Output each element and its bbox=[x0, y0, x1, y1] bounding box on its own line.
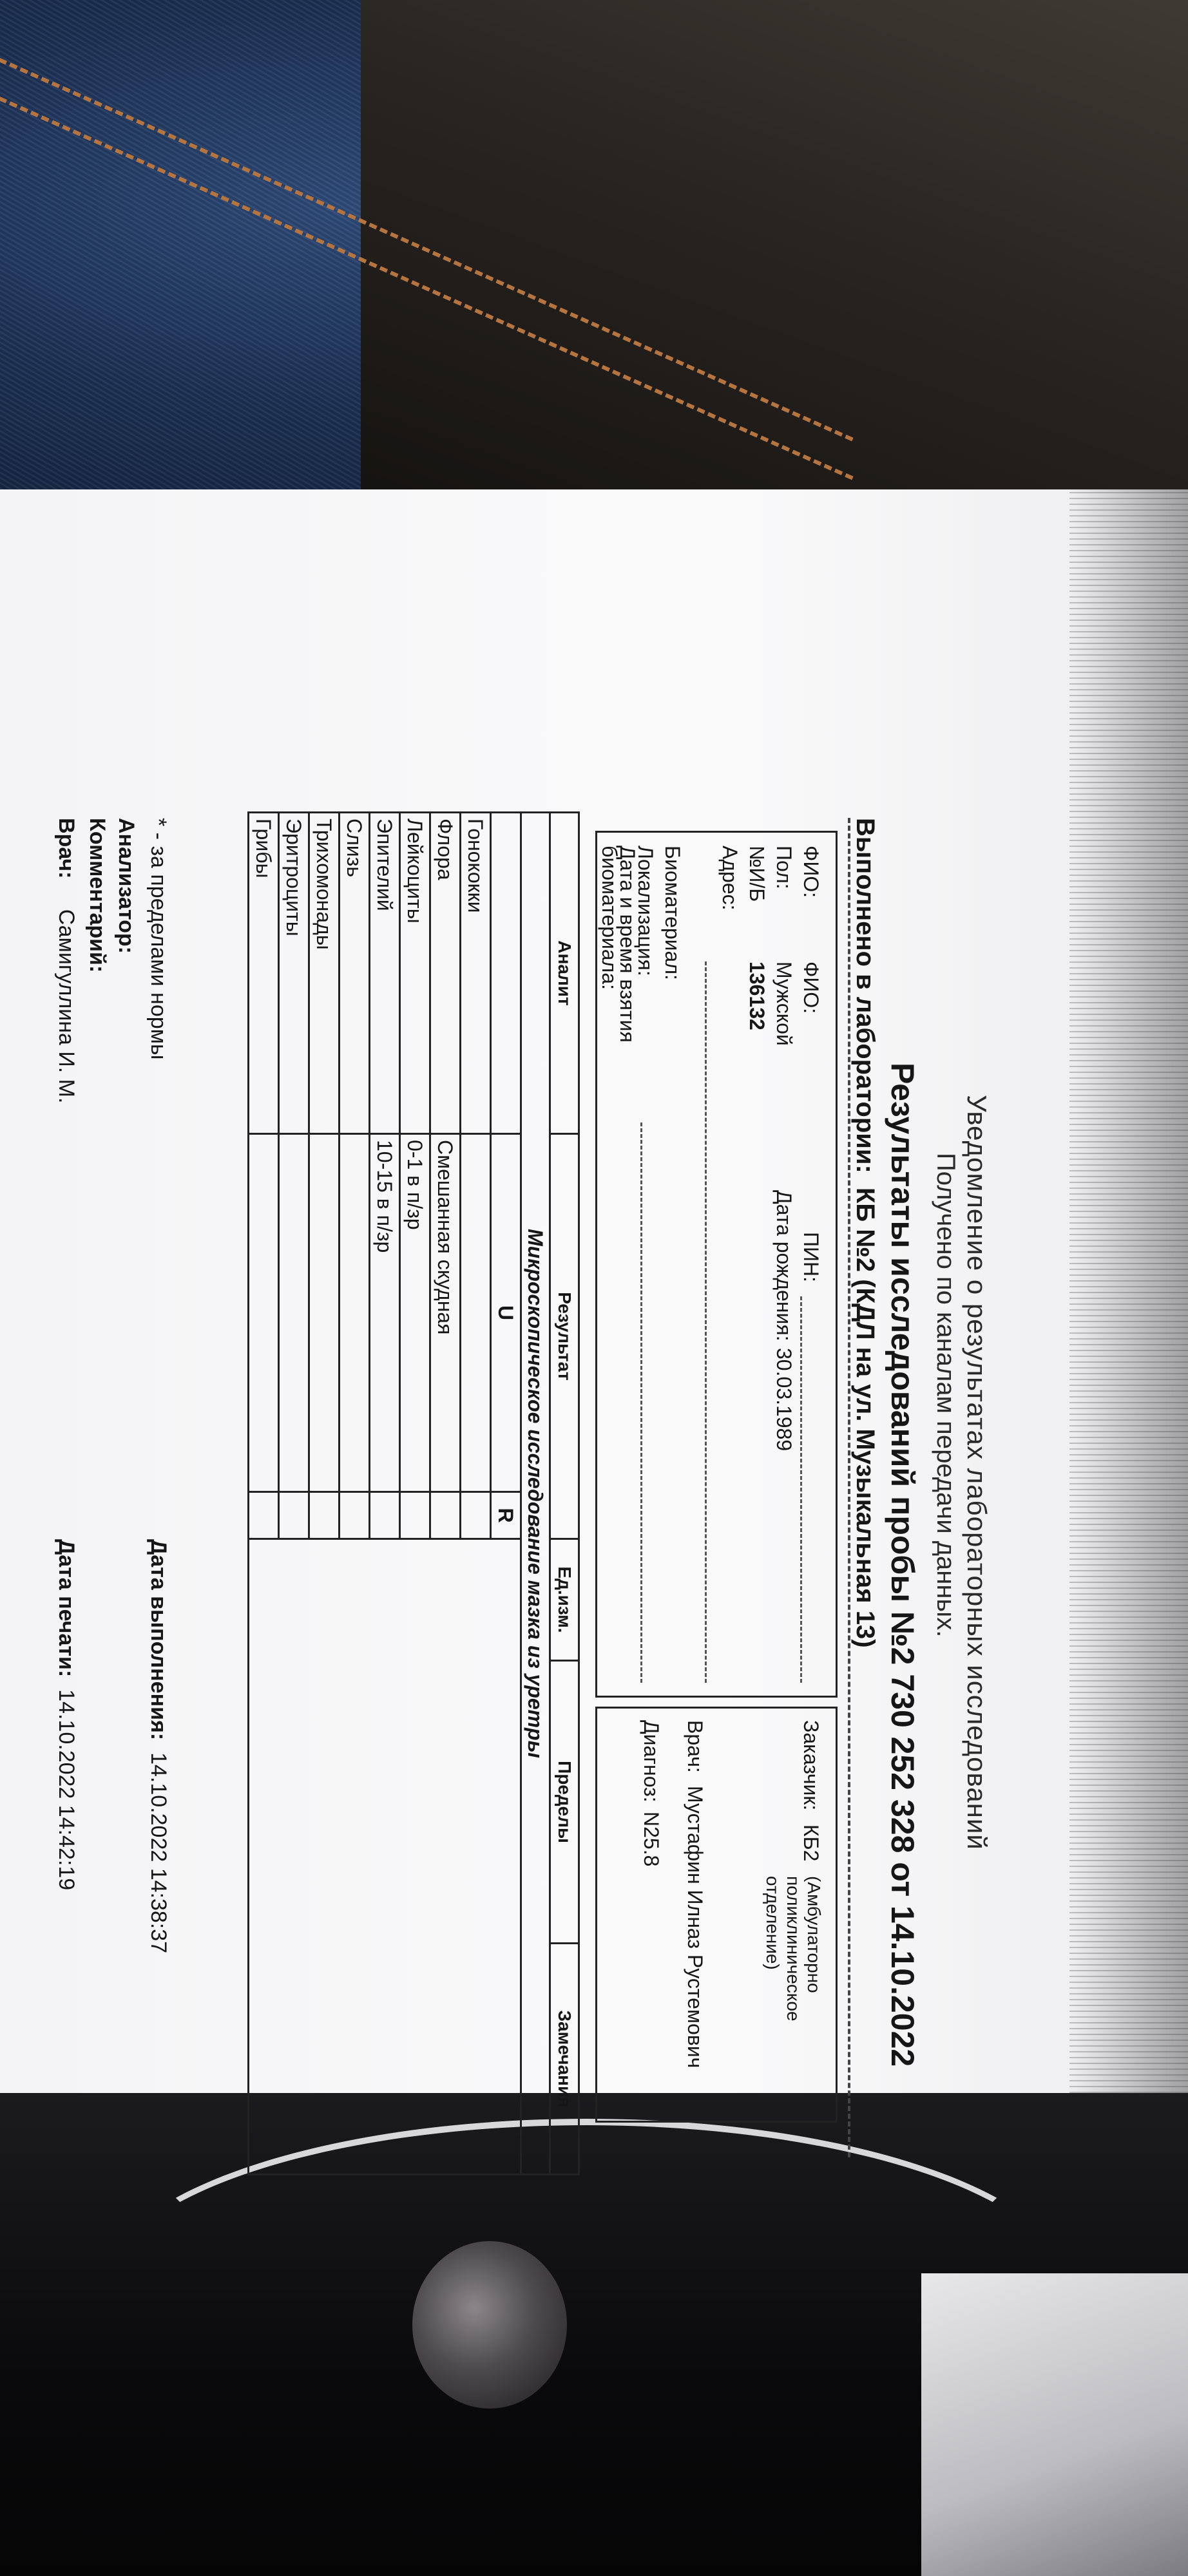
lab-value: КБ №2 (КДЛ на ул. Музыкальная 13) bbox=[851, 1188, 879, 1648]
gear-knob bbox=[412, 2241, 567, 2409]
result-u bbox=[279, 1134, 309, 1492]
analyte-name: Трихомонады bbox=[309, 813, 340, 1134]
done-value: 14.10.2022 14:38:37 bbox=[146, 1752, 171, 1954]
lab-label: Выполнено в лаборатории: bbox=[851, 818, 879, 1173]
pin-underline bbox=[800, 1296, 802, 1683]
localization-label: Локализация: bbox=[634, 846, 657, 976]
address-underline bbox=[705, 961, 707, 1683]
signing-doctor bbox=[53, 818, 79, 1103]
analyzer-label: Анализатор: bbox=[114, 818, 139, 954]
datetime-label-2: биоматериала: bbox=[598, 846, 621, 990]
notice-title: Уведомление о результатах лабораторных исследований bbox=[962, 1095, 992, 1850]
analyte-name: Флора bbox=[430, 813, 461, 1134]
biomaterial-underline bbox=[640, 1122, 642, 1683]
sex-value: Мужской bbox=[772, 961, 796, 1046]
result-r bbox=[370, 1492, 400, 1539]
result-u: 0-1 в п/зр bbox=[400, 1134, 430, 1492]
print-label: Дата печати: bbox=[54, 1539, 79, 1678]
done-date bbox=[146, 1539, 171, 1953]
dob-label: Дата рождения: bbox=[772, 1190, 796, 1341]
result-r bbox=[249, 1492, 279, 1539]
result-u: Смешанная скудная bbox=[430, 1134, 461, 1492]
result-u bbox=[340, 1134, 370, 1492]
customer-value: КБ2 bbox=[800, 1824, 823, 1862]
print-value: 14.10.2022 14:42:19 bbox=[54, 1689, 79, 1891]
customer-label: Заказчик: bbox=[800, 1720, 823, 1811]
result-r bbox=[461, 1492, 491, 1539]
analyte-name: Эритроциты bbox=[279, 813, 309, 1134]
header-limits: Пределы bbox=[550, 1661, 579, 1944]
analyte-name: Эпителий bbox=[370, 813, 400, 1134]
signing-doctor-value: Самигуллина И. М. bbox=[54, 909, 79, 1104]
patient-box bbox=[595, 831, 838, 1698]
fio-value: ФИО: bbox=[800, 961, 823, 1014]
result-r bbox=[309, 1492, 340, 1539]
results-table bbox=[247, 811, 580, 2175]
print-date bbox=[53, 1539, 79, 1890]
header-units: Ед.изм. bbox=[550, 1539, 579, 1661]
printer-streak bbox=[1069, 489, 1188, 2093]
lab-line bbox=[848, 818, 879, 2157]
doctor-value: Мустафин Илназ Рустемович bbox=[684, 1786, 707, 2069]
report-title: Результаты исследований пробы №2 730 252 328 от 14.10.2022 bbox=[885, 1063, 921, 2067]
white-cloth bbox=[921, 2273, 1188, 2576]
pin-label: ПИН: bbox=[800, 1232, 823, 1282]
lab-report-document bbox=[13, 818, 1031, 2260]
sex-label: Пол: bbox=[772, 846, 796, 889]
diagnosis-label: Диагноз: bbox=[640, 1720, 663, 1803]
doctor-label: Врач: bbox=[684, 1720, 707, 1773]
header-analyte: Аналит bbox=[550, 813, 579, 1134]
subheader-r: R bbox=[491, 1492, 521, 1539]
table-section-row bbox=[521, 813, 550, 2175]
diagnosis-value: N25.8 bbox=[640, 1812, 663, 1867]
header-remarks: Замечания bbox=[550, 1944, 579, 2175]
table-subheader-row bbox=[491, 813, 521, 2175]
analyte-name: Слизь bbox=[340, 813, 370, 1134]
result-r bbox=[400, 1492, 430, 1539]
table-empty-area bbox=[249, 1539, 521, 2175]
dob-value: 30.03.1989 bbox=[772, 1348, 796, 1452]
datetime-label: Дата и время взятия bbox=[616, 846, 639, 1043]
result-u: 10-15 в п/зр bbox=[370, 1134, 400, 1492]
result-r bbox=[340, 1492, 370, 1539]
biomaterial-label: Биоматериал: bbox=[661, 846, 684, 980]
card-value: 136132 bbox=[745, 961, 769, 1030]
table-cell bbox=[491, 813, 521, 1134]
order-box bbox=[595, 1707, 838, 2123]
analyte-name: Лейкоциты bbox=[400, 813, 430, 1134]
result-u bbox=[461, 1134, 491, 1492]
notice-subtitle: Получено по каналам передачи данных. bbox=[932, 1153, 960, 1638]
subheader-u: U bbox=[491, 1134, 521, 1492]
result-u bbox=[309, 1134, 340, 1492]
result-r bbox=[430, 1492, 461, 1539]
analyte-name: Гонококки bbox=[461, 813, 491, 1134]
result-r bbox=[279, 1492, 309, 1539]
fio-label: ФИО: bbox=[800, 846, 823, 898]
done-label: Дата выполнения: bbox=[146, 1539, 171, 1741]
signing-doctor-label: Врач: bbox=[54, 818, 79, 879]
customer-dept: (Амбулаторно поликлиническое отделение) bbox=[763, 1876, 824, 2022]
card-label: №И/Б bbox=[745, 846, 769, 902]
footnote: * - за пределами нормы bbox=[146, 818, 171, 1060]
comment-label: Комментарий: bbox=[85, 818, 110, 973]
table-header-row bbox=[550, 813, 579, 2175]
address-label: Адрес: bbox=[718, 846, 742, 911]
car-seat-background bbox=[361, 0, 1188, 528]
result-u bbox=[249, 1134, 279, 1492]
header-result: Результат bbox=[550, 1134, 579, 1539]
analyte-name: Грибы bbox=[249, 813, 279, 1134]
section-title: Микроскопическое исследование мазка из уретры bbox=[521, 813, 550, 2175]
